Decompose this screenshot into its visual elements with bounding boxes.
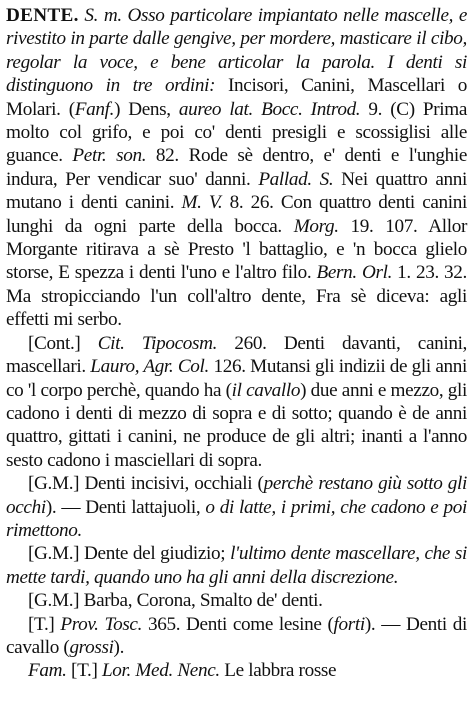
italic-run: Pallad. S. [258, 168, 334, 190]
text-run: ). — Denti lattajuoli, [45, 496, 206, 518]
text-run: 8. 26. Con quattro denti canini lunghi da ogni parte della bocca. [6, 192, 467, 237]
text-run: 82. Rode sè dentro, e' denti e l'unghie indura, Per vendicar suo' danni. [6, 145, 468, 190]
entry-citation-paragraph [6, 332, 467, 472]
entry-sense-parts [6, 589, 467, 612]
italic-run: Lauro, Agr. Col. [90, 356, 209, 378]
dictionary-entry-page [6, 4, 467, 704]
italic-run: Fam. [28, 660, 67, 682]
entry-definition-paragraph [6, 4, 467, 332]
text-run: 9. (C) Prima molto col grifo, e poi co' denti presigli e scossiglisi alle guance. [6, 98, 467, 167]
italic-run: grossi [69, 636, 114, 658]
text-run: [T.] [28, 613, 61, 635]
italic-run: S. m. Osso particolare impiantato nelle mascelle, e rivestito in parte dalle gengive, per mordere, masticare il cibo, regolar la voce, e bene articolar la parola. I denti si distinguono in tre ordini: [6, 5, 467, 97]
italic-run: o di latte, i primi, che cadono e poi rimettono. [6, 496, 467, 541]
text-run: ). — Denti di cavallo ( [6, 613, 467, 658]
text-run: ) due anni e mezzo, gli cadono i denti di mezzo di sopra e di sotto; quando è de anni quattro, gittati i canini, ne produce de gli altri; inanti a l'anno sesto cadono i masciellari di sopra. [6, 379, 467, 471]
italic-run: l'ultimo dente mascellare, che si mette tardi, quando uno ha gli anni della discrezione. [6, 543, 468, 588]
entry-sense-incisivi [6, 472, 467, 542]
italic-run: Morg. [293, 215, 339, 237]
italic-run: forti [333, 613, 365, 635]
text-run: 19. 107. Allor Morgante ritirava a sè Presto 'l battaglio, e 'n bocca glielo storse, E spezza i denti l'uno e l'altro filo. [6, 215, 467, 284]
text-run: Incisori, Canini, Mascellari o Molari. ( [6, 75, 467, 120]
italic-run: Petr. son. [72, 145, 147, 167]
text-run: [G.M.] Denti incisivi, occhiali ( [28, 473, 264, 495]
italic-run: aureo lat. Bocc. Introd. [178, 98, 361, 120]
text-run: 365. Denti come lesine ( [142, 613, 334, 635]
text-run: ). [113, 636, 125, 658]
entry-familiar-paragraph [6, 659, 467, 682]
italic-run: Cit. Tipocosm. [97, 332, 218, 354]
text-run: ) Dens, [114, 98, 179, 120]
text-run: Le labbra rosse [219, 660, 337, 682]
entry-sense-giudizio [6, 542, 467, 589]
italic-run: Bern. Orl. [316, 262, 393, 284]
italic-run: Prov. Tosc. [60, 613, 143, 635]
headword: DENTE. [6, 5, 79, 26]
italic-run: M. V. [181, 192, 223, 214]
entry-proverb-paragraph [6, 613, 467, 660]
italic-run: Lor. Med. Nenc. [101, 660, 220, 682]
text-run: [T.] [66, 660, 102, 682]
text-run: Nei quattro anni mutano i denti canini. [6, 168, 468, 214]
text-run: [G.M.] Dente del giudizio; [28, 543, 231, 565]
text-run: [Cont.] [28, 332, 98, 354]
text-run: 1. 23. 32. Ma stropicciando l'un coll'altro dente, Fra sè diceva: agli effetti mi serbo. [6, 262, 467, 331]
italic-run: il cavallo [231, 379, 301, 401]
italic-run: Fanf. [74, 98, 115, 120]
text-run: [G.M.] Barba, Corona, Smalto de' denti. [28, 590, 323, 612]
italic-run: perchè restano giù sotto gli occhi [6, 473, 467, 518]
text-run: 126. Mutansi gli indizii de gli anni co 'l corpo perchè, quando ha ( [6, 356, 468, 401]
text-run: 260. Denti davanti, canini, mascellari. [6, 332, 468, 378]
